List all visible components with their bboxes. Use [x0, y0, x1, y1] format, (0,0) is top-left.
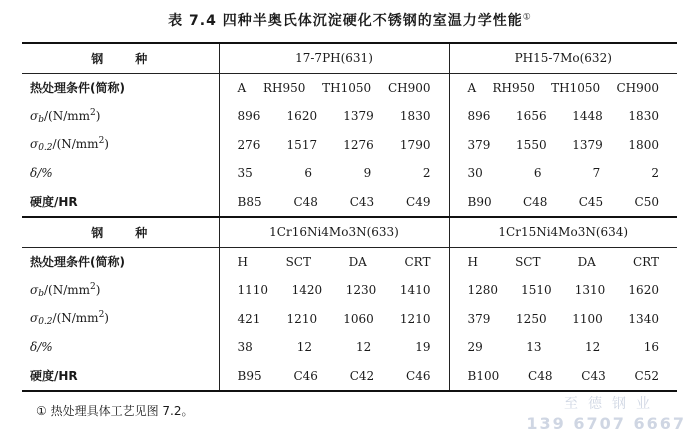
- value: 12: [584, 340, 601, 355]
- row-label: [22, 276, 219, 305]
- value-cell: [219, 102, 449, 131]
- row-label: [22, 131, 219, 160]
- value-cell: [219, 188, 449, 218]
- label-subscript: 0.2: [38, 317, 53, 328]
- value: CH900: [616, 80, 659, 95]
- value: 1379: [343, 109, 374, 124]
- value: C46: [406, 368, 431, 383]
- value: 1510: [521, 283, 552, 298]
- value: CH900: [387, 80, 431, 95]
- label-close: ): [95, 282, 101, 297]
- value: 1656: [516, 109, 547, 124]
- footnote: ① 热处理具体工艺见图 7.2。: [36, 404, 194, 418]
- value: C43: [349, 194, 375, 209]
- grade-header-row: [22, 217, 677, 247]
- value: 1210: [286, 311, 318, 326]
- properties-table: [22, 42, 677, 392]
- table-row: [22, 102, 677, 131]
- steel-grade-name: 1Cr15Ni4Mo3N(634): [449, 217, 677, 247]
- table-row: [22, 247, 677, 276]
- label-unit: /(N/mm: [52, 137, 99, 152]
- value: 7: [592, 166, 601, 181]
- value-cell: [219, 131, 449, 160]
- value-cell: [219, 247, 449, 276]
- label-close: ): [95, 108, 101, 123]
- watermark-phone: 139 6707 6667: [526, 414, 686, 433]
- value: 12: [296, 340, 313, 355]
- value-cell: [219, 333, 449, 362]
- value: C52: [634, 368, 659, 383]
- value: CRT: [404, 254, 431, 269]
- label-subscript: b: [38, 288, 44, 299]
- value: 896: [237, 109, 261, 124]
- value: 1550: [516, 137, 547, 152]
- table-title: [0, 10, 700, 30]
- value: 1800: [628, 137, 659, 152]
- value: 1230: [345, 283, 377, 298]
- value: H: [237, 254, 248, 269]
- value: 2: [422, 166, 431, 181]
- label-unit: /(N/mm: [43, 282, 90, 297]
- value: SCT: [515, 254, 541, 269]
- value: 1310: [574, 283, 606, 298]
- value: 1620: [628, 283, 659, 298]
- value: RH950: [262, 80, 306, 95]
- value-cell: [449, 276, 677, 305]
- steel-grade-name: 17-7PH(631): [219, 43, 449, 73]
- value: 19: [415, 340, 431, 355]
- value: H: [467, 254, 478, 269]
- value: 1420: [291, 283, 323, 298]
- value: 1340: [628, 311, 659, 326]
- value-cell: [219, 159, 449, 188]
- label-unit: /(N/mm: [52, 311, 99, 326]
- value-cell: [219, 73, 449, 102]
- value: C49: [406, 194, 431, 209]
- sigma-symbol: σ: [30, 108, 39, 123]
- value: C48: [528, 368, 553, 383]
- value: C45: [578, 194, 604, 209]
- grade-header-row: [22, 43, 677, 73]
- value: A: [237, 80, 247, 95]
- table-row: [22, 333, 677, 362]
- value: 1830: [628, 109, 659, 124]
- value: C46: [293, 368, 318, 383]
- table-row: [22, 362, 677, 392]
- value-cell: [449, 333, 677, 362]
- table-row: [22, 73, 677, 102]
- label-subscript: b: [38, 114, 44, 125]
- value: 16: [643, 340, 659, 355]
- label-close: ): [104, 137, 109, 152]
- value: 1280: [467, 283, 499, 298]
- value: 6: [304, 166, 313, 181]
- value: 1830: [399, 109, 431, 124]
- value: DA: [577, 254, 596, 269]
- value: C50: [634, 194, 659, 209]
- value: 1448: [572, 109, 603, 124]
- value: 276: [237, 137, 261, 152]
- value: 1276: [343, 137, 374, 152]
- value: B90: [467, 194, 492, 209]
- value-cell: [449, 159, 677, 188]
- label-superscript: 2: [90, 107, 96, 118]
- steel-grade-name: PH15-7Mo(632): [449, 43, 677, 73]
- value: 1100: [572, 311, 603, 326]
- value: 379: [467, 137, 491, 152]
- value-cell: [219, 276, 449, 305]
- value: 1250: [516, 311, 547, 326]
- table-row: [22, 131, 677, 160]
- steel-grade-name: 1Cr16Ni4Mo3N(633): [219, 217, 449, 247]
- value: 9: [363, 166, 372, 181]
- value: 379: [467, 311, 491, 326]
- value-cell: [449, 102, 677, 131]
- value: RH950: [492, 80, 535, 95]
- value: 1517: [286, 137, 318, 152]
- value: CRT: [632, 254, 659, 269]
- table-row: [22, 276, 677, 305]
- value-cell: [449, 247, 677, 276]
- row-label: 硬度/HR: [30, 195, 78, 210]
- watermark-company: 至德钢业: [564, 396, 660, 412]
- row-label: δ/%: [30, 166, 53, 181]
- value: 30: [467, 166, 483, 181]
- value: 1620: [286, 109, 318, 124]
- value: B100: [467, 368, 500, 383]
- label-superscript: 2: [90, 281, 96, 292]
- table-row: [22, 305, 677, 334]
- label-superscript: 2: [98, 136, 105, 147]
- value: C48: [293, 194, 318, 209]
- value: 35: [237, 166, 253, 181]
- row-label: δ/%: [30, 340, 53, 355]
- label-subscript: 0.2: [38, 143, 53, 154]
- value: DA: [348, 254, 367, 269]
- row-label: 热处理条件(简称): [22, 73, 219, 102]
- value: C42: [349, 368, 375, 383]
- value: 421: [237, 311, 261, 326]
- steel-grade-label: 钢 种: [22, 217, 219, 247]
- label-unit: /(N/mm: [43, 108, 90, 123]
- value-cell: [219, 305, 449, 334]
- label-superscript: 2: [98, 310, 105, 321]
- table-row: [22, 188, 677, 218]
- value-cell: [219, 362, 449, 392]
- value-cell: [449, 73, 677, 102]
- value: 12: [355, 340, 372, 355]
- value: A: [467, 80, 477, 95]
- value: TH1050: [551, 80, 601, 95]
- value: C48: [522, 194, 548, 209]
- value: 13: [526, 340, 542, 355]
- value: 1060: [343, 311, 374, 326]
- label-close: ): [104, 311, 109, 326]
- table-title-text: 表 7.4 四种半奥氏体沉淀硬化不锈钢的室温力学性能: [168, 13, 523, 29]
- value: SCT: [285, 254, 311, 269]
- table-row: [22, 159, 677, 188]
- value: TH1050: [322, 80, 372, 95]
- value-cell: [449, 131, 677, 160]
- value: 896: [467, 109, 491, 124]
- value: 1210: [399, 311, 431, 326]
- value: B95: [237, 368, 262, 383]
- steel-grade-label: 钢 种: [22, 43, 219, 73]
- value: 38: [237, 340, 253, 355]
- row-label: [22, 102, 219, 131]
- value: C43: [581, 368, 606, 383]
- value-cell: [449, 362, 677, 392]
- sigma-symbol: σ: [30, 137, 39, 152]
- value: 29: [467, 340, 483, 355]
- row-label: 热处理条件(简称): [22, 247, 219, 276]
- row-label: [22, 305, 219, 334]
- value: 1410: [399, 283, 431, 298]
- title-footnote-mark: ①: [522, 12, 532, 23]
- value: 1790: [399, 137, 431, 152]
- value-cell: [449, 188, 677, 218]
- value: 1110: [237, 283, 269, 298]
- value-cell: [449, 305, 677, 334]
- sigma-symbol: σ: [30, 282, 39, 297]
- value: 1379: [572, 137, 603, 152]
- value: 6: [533, 166, 542, 181]
- value: 2: [651, 166, 659, 181]
- sigma-symbol: σ: [30, 311, 39, 326]
- row-label: 硬度/HR: [22, 362, 219, 392]
- value: B85: [237, 194, 262, 209]
